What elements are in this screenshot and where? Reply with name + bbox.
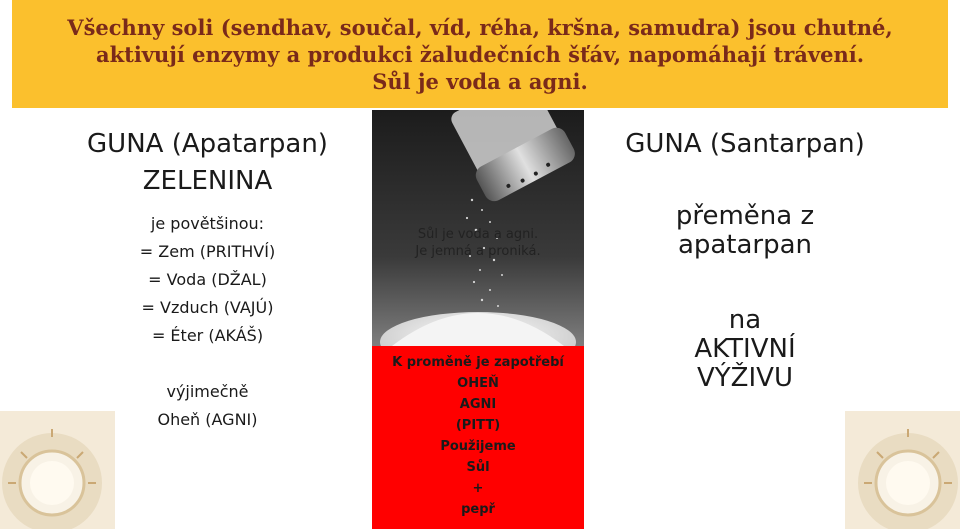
box-line-6: Sůl — [466, 460, 490, 475]
transformation-box — [372, 346, 584, 529]
right-title: GUNA (Santarpan) — [625, 129, 865, 159]
caption-line-1: Sůl je voda a agni. — [417, 227, 539, 242]
box-line-8: pepř — [461, 502, 495, 517]
caption-line-2: Je jemná a proniká. — [415, 244, 541, 259]
left-subtitle: ZELENINA — [142, 166, 273, 196]
box-line-3: AGNI — [459, 397, 497, 412]
element-item-air: = Vzduch (VAJÚ) — [141, 298, 274, 317]
left-intro: je povětšinou: — [150, 214, 265, 233]
exception-label: výjimečně — [166, 382, 249, 401]
right-line-1: přeměna z — [675, 201, 815, 231]
right-line-2: apatarpan — [677, 230, 813, 260]
exception-value: Oheň (AGNI) — [157, 410, 258, 429]
dial-knob-icon — [0, 411, 115, 529]
box-line-5: Použijeme — [440, 439, 516, 454]
header-banner — [12, 0, 948, 108]
element-item-earth: = Zem (PRITHVÍ) — [139, 242, 276, 261]
box-line-7: + — [472, 481, 484, 496]
salt-caption — [372, 226, 584, 260]
banner-line-2: aktivují enzymy a produkci žaludečních šťáv, napomáhají trávení. — [95, 41, 865, 67]
right-column — [600, 128, 890, 393]
right-line-3: na — [728, 305, 762, 335]
dial-knob-icon — [845, 411, 960, 529]
banner-line-3: Sůl je voda a agni. — [372, 68, 588, 94]
right-line-4: AKTIVNÍ — [694, 334, 796, 364]
left-title: GUNA (Apatarpan) — [87, 129, 328, 159]
box-line-4: (PITT) — [455, 418, 501, 433]
banner-line-1: Všechny soli (sendhav, součal, víd, réha, kršna, samudra) jsou chutné, — [67, 14, 893, 40]
right-line-5: VÝŽIVU — [697, 363, 793, 393]
box-line-1: K proměně je zapotřebí — [392, 355, 564, 370]
element-item-water: = Voda (DŽAL) — [148, 270, 267, 289]
salt-panel — [372, 110, 584, 529]
element-item-ether: = Éter (AKÁŠ) — [151, 326, 264, 345]
box-line-2: OHEŇ — [457, 376, 499, 391]
left-column — [50, 128, 365, 434]
